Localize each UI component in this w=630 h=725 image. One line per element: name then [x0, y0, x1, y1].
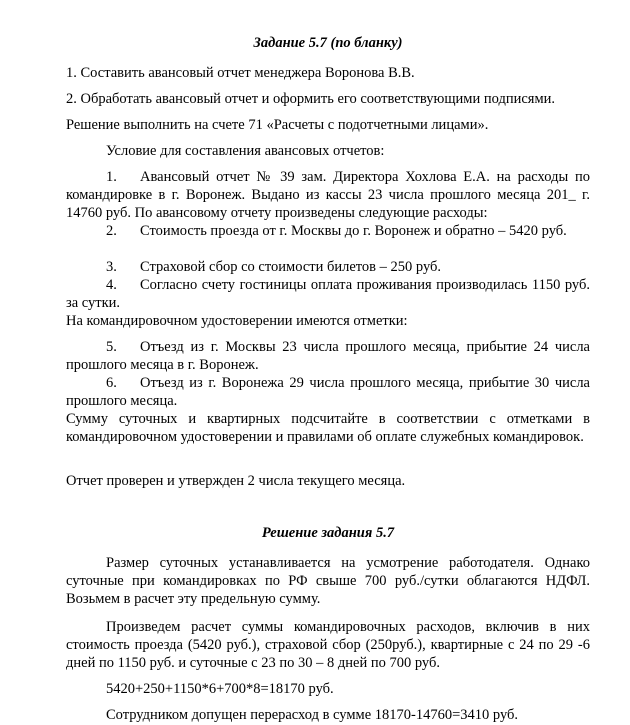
- solution-paragraph-1: Размер суточных устанавливается на усмотрение работодателя. Однако суточные при командировках по РФ свыше 700 руб./сутки облагаются НДФЛ. Возьмем в расчет эту предельную сумму.: [66, 555, 590, 607]
- condition-1-text: Авансовый отчет № 39 зам. Директора Хохлова Е.А. на расходы по командировке в г. Воронеж. Выдано из кассы 23 числа прошлого месяца 201_ г. 14760 руб. По авансовому отчету произведены следующие расходы:: [66, 169, 590, 221]
- condition-4-number: 4.: [106, 277, 117, 293]
- task-title: Задание 5.7 (по бланку): [253, 35, 403, 51]
- travel-mark-5-number: 5.: [106, 339, 117, 355]
- solution-title: Решение задания 5.7: [261, 525, 395, 541]
- condition-1-number: 1.: [106, 169, 117, 185]
- travel-marks-heading: На командировочном удостоверении имеются отметки:: [66, 313, 408, 329]
- travel-mark-5: [66, 338, 590, 374]
- condition-2-number: 2.: [106, 223, 117, 239]
- calculation-formula: 5420+250+1150*6+700*8=18170 руб.: [106, 681, 334, 697]
- approval-note: Отчет проверен и утвержден 2 числа текущего месяца.: [66, 473, 406, 489]
- task-item-1: 1. Составить авансовый отчет менеджера Воронова В.В.: [66, 65, 415, 81]
- travel-mark-6-text: Отъезд из г. Воронежа 29 числа прошлого месяца, прибытие 30 числа прошлого месяца.: [66, 375, 590, 409]
- overspend-result: Сотрудником допущен перерасход в сумме 18170-14760=3410 руб.: [106, 707, 519, 723]
- calculation-note: Сумму суточных и квартирных подсчитайте в соответствии с отметками в командировочном удостоверении и правилами об оплате служебных командировок.: [66, 411, 590, 445]
- task-item-2: 2. Обработать авансовый отчет и оформить его соответствующими подписями.: [66, 91, 556, 107]
- condition-2: [66, 222, 590, 240]
- condition-1: [66, 168, 590, 222]
- condition-2-text: Стоимость проезда от г. Москвы до г. Воронеж и обратно – 5420 руб.: [140, 223, 567, 239]
- condition-3-text: Страховой сбор со стоимости билетов – 250 руб.: [140, 259, 442, 275]
- travel-mark-6-number: 6.: [106, 375, 117, 391]
- condition-3: [66, 258, 590, 276]
- condition-4-text: Согласно счету гостиницы оплата проживания производилась 1150 руб. за сутки.: [66, 277, 590, 311]
- task-instruction: Решение выполнить на счете 71 «Расчеты с подотчетными лицами».: [66, 117, 489, 133]
- solution-paragraph-2: Произведем расчет суммы командировочных расходов, включив в них стоимость проезда (5420 руб.), страховой сбор (250руб.), квартирные с 24 по 29 -6 дней по 1150 руб. и суточные с 23 по 30 – 8 дней по 700 руб.: [66, 619, 590, 671]
- travel-mark-5-text: Отъезд из г. Москвы 23 числа прошлого месяца, прибытие 24 числа прошлого месяца в г. Воронеж.: [66, 339, 590, 373]
- conditions-heading: Условие для составления авансовых отчетов:: [106, 143, 385, 159]
- condition-3-number: 3.: [106, 259, 117, 275]
- condition-4: [66, 276, 590, 312]
- travel-mark-6: [66, 374, 590, 410]
